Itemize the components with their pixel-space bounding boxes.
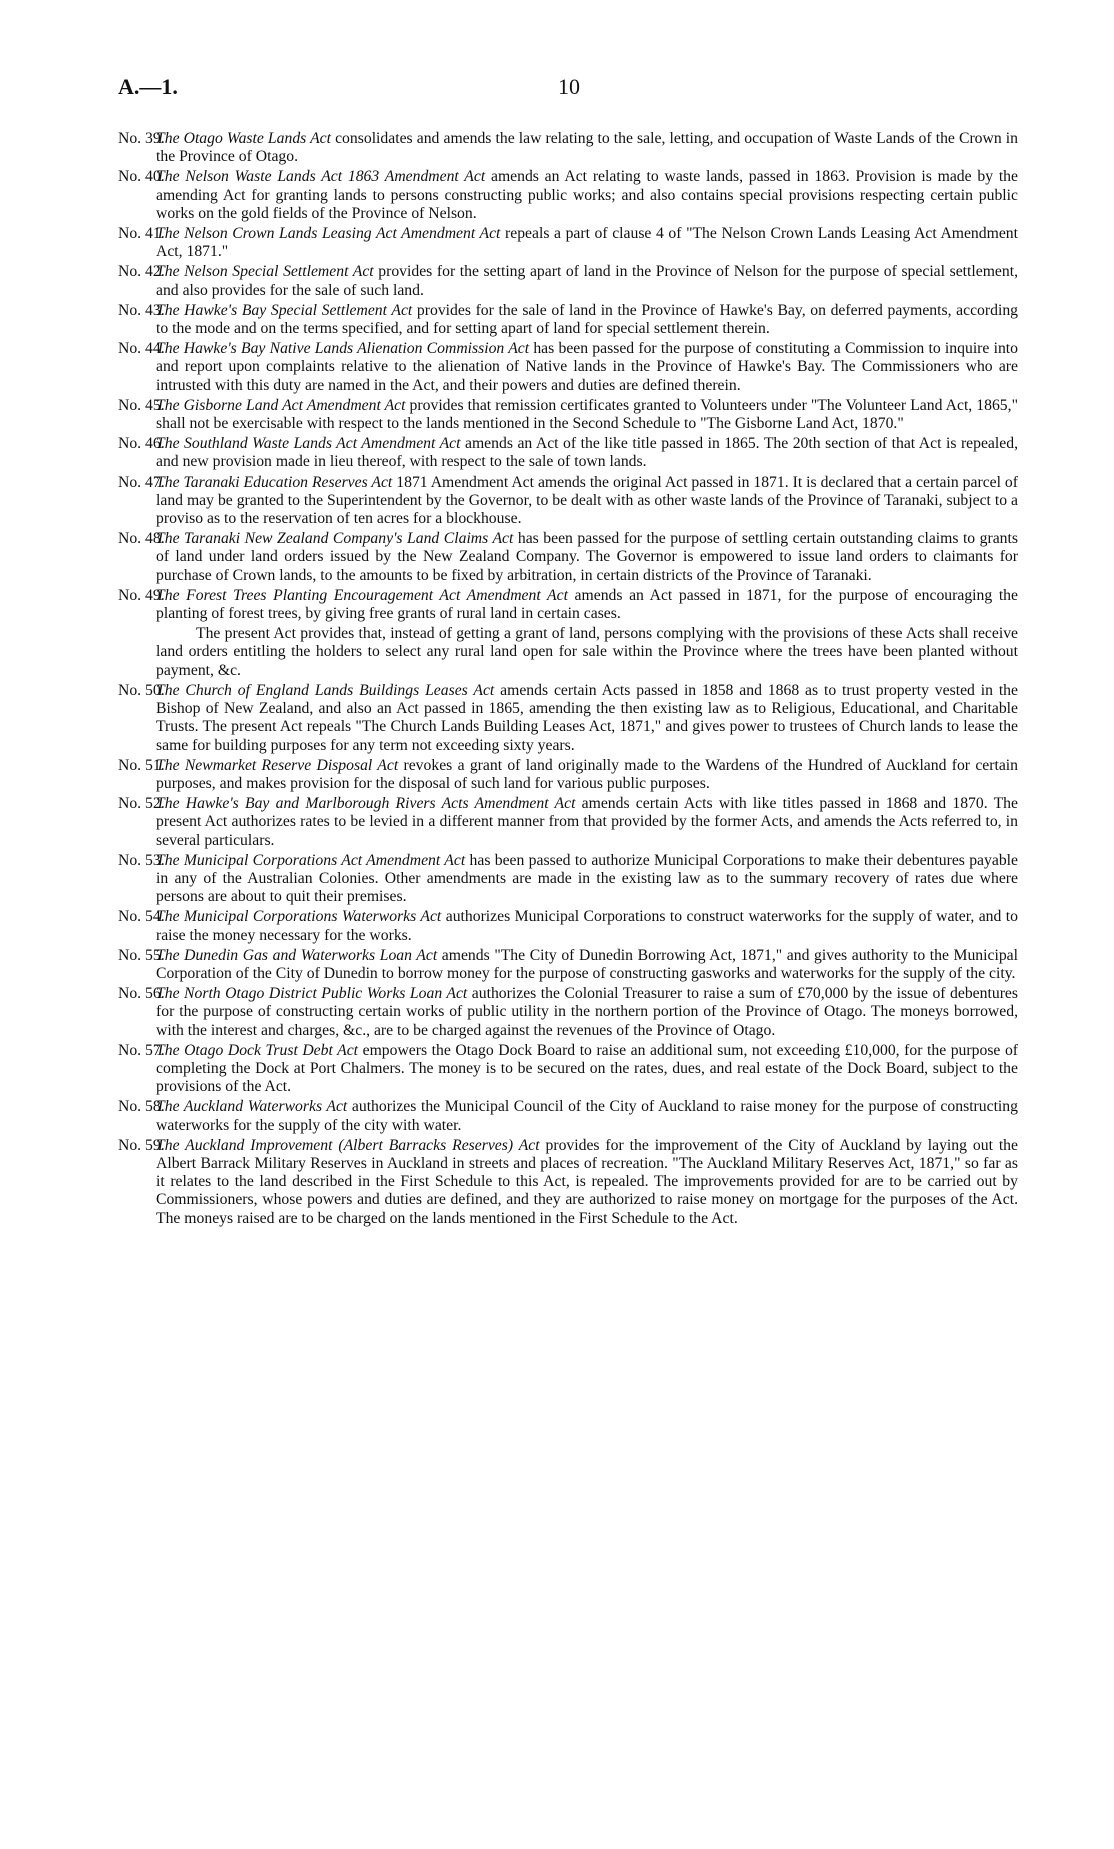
act-entry: [118, 302, 1018, 338]
act-description: provides for the setting apart of land in the Province of Nelson for the purpose of special settlement, and also provides for the sale of such land.: [156, 263, 1018, 299]
act-title: The Nelson Crown Lands Leasing Act Amendment Act: [156, 225, 501, 243]
act-description: amends certain Acts with like titles passed in 1868 and 1870. The present Act authorizes rates to be levied in a different manner from that provided by the former Acts, and amends the Acts referred to, in several particulars.: [156, 795, 1018, 849]
act-number: No. 41.: [118, 225, 165, 243]
act-number: No. 50.: [118, 681, 165, 699]
act-description: amends an Act of the like title passed in 1865. The 20th section of that Act is repealed, and new provision made in lieu thereof, with respect to the sale of town lands.: [156, 435, 1018, 471]
act-description: has been passed to authorize Municipal Corporations to make their debentures payable in any of the Australian Colonies. Other amendments are made in the existing law as to the summary recovery of rates due where persons are about to quit their premises.: [156, 851, 1018, 906]
act-number: No. 51.: [118, 756, 165, 774]
act-title: The Gisborne Land Act Amendment Act: [156, 396, 406, 414]
act-title: The Nelson Special Settlement Act: [156, 263, 374, 281]
act-continuation-paragraph: The present Act provides that, instead of getting a grant of land, persons complying with the provisions of these Acts shall receive land orders entitling the holders to select any rural land open for sale within the Province where the trees have been planted without payment, &c.: [156, 625, 1018, 679]
act-entry: [118, 682, 1018, 755]
act-title: The Municipal Corporations Act Amendment Act: [156, 851, 466, 869]
act-description: 1871 Amendment Act amends the original Act passed in 1871. It is declared that a certain parcel of land may be granted to the Superintendent by the Governor, to be dealt with as other waste lands of the Province of Taranaki, subject to a proviso as to the reservation of ten acres for a blockhouse.: [156, 473, 1019, 528]
act-number: No. 39.: [118, 130, 165, 147]
document-reference: A.—1.: [118, 74, 178, 99]
act-title: The Church of England Lands Buildings Leases Act: [156, 681, 495, 699]
act-description: revokes a grant of land originally made to the Wardens of the Hundred of Auckland for certain purposes, and makes provision for the disposal of such land for various public purposes.: [156, 756, 1018, 792]
act-description: authorizes the Colonial Treasurer to raise a sum of £70,000 by the issue of debentures for the purpose of constructing certain works of public utility in the northern portion of the Province of Otago. The moneys borrowed, with the interest and charges, &c., are to be charged against the revenues of the Province of Otago.: [156, 985, 1018, 1039]
act-entry: [118, 397, 1018, 433]
act-title: The Auckland Waterworks Act: [156, 1098, 348, 1116]
act-description: provides for the sale of land in the Province of Hawke's Bay, on deferred payments, according to the mode and on the terms specified, and for setting apart of land for special settlement therein.: [156, 301, 1019, 338]
act-description: provides for the improvement of the City of Auckland by laying out the Albert Barrack Military Reserves in Auckland in streets and places of recreation. "The Auckland Military Reserves Act, 1871," so far as it relates to the land described in the First Schedule to this Act, is repealed. The improvements provided for are to be carried out by Commissioners, whose powers and duties are defined, and they are authorized to raise money on mortgage for the purposes of the Act. The moneys raised are to be charged on the lands mentioned in the First Schedule to the Act.: [156, 1136, 1018, 1227]
act-title: The Otago Waste Lands Act: [156, 130, 331, 147]
act-entry: [118, 168, 1018, 223]
act-description: consolidates and amends the law relating to the sale, letting, and occupation of Waste Lands of the Crown in the Province of Otago.: [156, 130, 1018, 166]
act-number: No. 59.: [118, 1136, 165, 1154]
act-title: The Newmarket Reserve Disposal Act: [156, 756, 399, 774]
act-entry: [118, 795, 1018, 850]
act-title: The Dunedin Gas and Waterworks Loan Act: [156, 946, 438, 964]
act-entry: [118, 130, 1018, 166]
act-entry: [118, 435, 1018, 471]
act-title: The Taranaki Education Reserves Act: [156, 473, 393, 491]
act-entry: [118, 1137, 1018, 1228]
act-entry: [118, 908, 1018, 944]
act-number: No. 45.: [118, 396, 165, 414]
page-number: 10: [558, 74, 580, 99]
acts-list: [118, 130, 1018, 1230]
act-title: The Hawke's Bay Special Settlement Act: [156, 301, 413, 319]
act-description: empowers the Otago Dock Board to raise an additional sum, not exceeding £10,000, for the purpose of completing the Dock at Port Chalmers. The money is to be secured on the rates, dues, and real estate of the Dock Board, subject to the provisions of the Act.: [156, 1041, 1019, 1096]
act-description: has been passed for the purpose of constituting a Commission to inquire into and report upon complaints relative to the alienation of Native lands in the Province of Hawke's Bay. The Commissioners who are intrusted with this duty are named in the Act, and their powers and duties are defined therein.: [156, 340, 1018, 394]
act-number: No. 57.: [118, 1041, 165, 1059]
act-description: amends an Act relating to waste lands, passed in 1863. Provision is made by the amending Act for granting lands to persons constructing public works; and also contains special provisions respecting certain public works on the gold fields of the Province of Nelson.: [156, 168, 1018, 222]
act-description: amends certain Acts passed in 1858 and 1868 as to trust property vested in the Bishop of New Zealand, and also an Act passed in 1865, amending the then existing law as to Religious, Educational, and Charitable Trusts. The present Act repeals "The Church Lands Building Leases Act, 1871," and gives power to trustees of Church lands to lease the same for building purposes for any term not exceeding sixty years.: [156, 681, 1018, 754]
act-number: No. 42.: [118, 263, 165, 281]
act-entry: [118, 530, 1018, 585]
act-title: The Taranaki New Zealand Company's Land Claims Act: [156, 530, 514, 548]
act-title: The Municipal Corporations Waterworks Act: [156, 908, 442, 926]
act-description: amends an Act passed in 1871, for the purpose of encouraging the planting of forest trees, by giving free grants of rural land in certain cases.: [156, 586, 1018, 623]
act-entry: [118, 947, 1018, 983]
act-number: No. 55.: [118, 946, 165, 964]
act-description: provides that remission certificates granted to Volunteers under "The Volunteer Land Act, 1865," shall not be exercisable with respect to the lands mentioned in the Second Schedule to "The Gisborne Land Act, 1870.": [156, 396, 1018, 433]
act-title: The Hawke's Bay and Marlborough Rivers Acts Amendment Act: [156, 795, 576, 813]
page-header: [118, 74, 998, 108]
act-title: The Otago Dock Trust Debt Act: [156, 1041, 359, 1059]
act-entry: [118, 474, 1018, 529]
act-title: The North Otago District Public Works Loan Act: [156, 985, 468, 1003]
act-entry: [118, 225, 1018, 261]
act-entry: [118, 263, 1018, 299]
act-entry: [118, 757, 1018, 793]
act-entry: [118, 1042, 1018, 1097]
act-description: repeals a part of clause 4 of "The Nelson Crown Lands Leasing Act Amendment Act, 1871.": [156, 225, 1018, 261]
act-description: authorizes Municipal Corporations to construct waterworks for the supply of water, and to raise the money necessary for the works.: [156, 908, 1018, 944]
act-number: No. 47.: [118, 473, 165, 491]
act-title: The Hawke's Bay Native Lands Alienation Commission Act: [156, 340, 530, 358]
act-number: No. 43.: [118, 301, 165, 319]
act-number: No. 49.: [118, 586, 165, 604]
act-description: amends "The City of Dunedin Borrowing Act, 1871," and gives authority to the Municipal Corporation of the City of Dunedin to borrow money for the purpose of constructing gasworks and waterworks for the supply of the city.: [156, 946, 1018, 982]
act-number: No. 52.: [118, 795, 165, 813]
act-number: No. 56.: [118, 985, 165, 1003]
act-entry: [118, 852, 1018, 907]
act-number: No. 53.: [118, 851, 165, 869]
act-number: No. 58.: [118, 1098, 165, 1116]
act-title: The Forest Trees Planting Encouragement Act Amendment Act: [156, 586, 568, 604]
act-entry: [118, 1098, 1018, 1134]
act-number: No. 40.: [118, 168, 165, 186]
act-title: The Auckland Improvement (Albert Barracks Reserves) Act: [156, 1136, 540, 1154]
act-description: has been passed for the purpose of settling certain outstanding claims to grants of land under land orders issued by the New Zealand Company. The Governor is empowered to issue land orders to claimants for purchase of Crown lands, to the amounts to be fixed by arbitration, in certain districts of the Province of Taranaki.: [156, 530, 1018, 584]
act-entry: [118, 985, 1018, 1040]
act-number: No. 48.: [118, 530, 165, 548]
act-number: No. 44.: [118, 340, 165, 358]
act-title: The Southland Waste Lands Act Amendment Act: [156, 435, 461, 453]
act-entry: [118, 587, 1018, 623]
act-entry: [118, 340, 1018, 395]
act-number: No. 54.: [118, 908, 165, 926]
act-title: The Nelson Waste Lands Act 1863 Amendment Act: [156, 168, 486, 186]
act-number: No. 46.: [118, 435, 165, 453]
act-description: authorizes the Municipal Council of the City of Auckland to raise money for the purpose of constructing waterworks for the supply of the city with water.: [156, 1098, 1018, 1134]
